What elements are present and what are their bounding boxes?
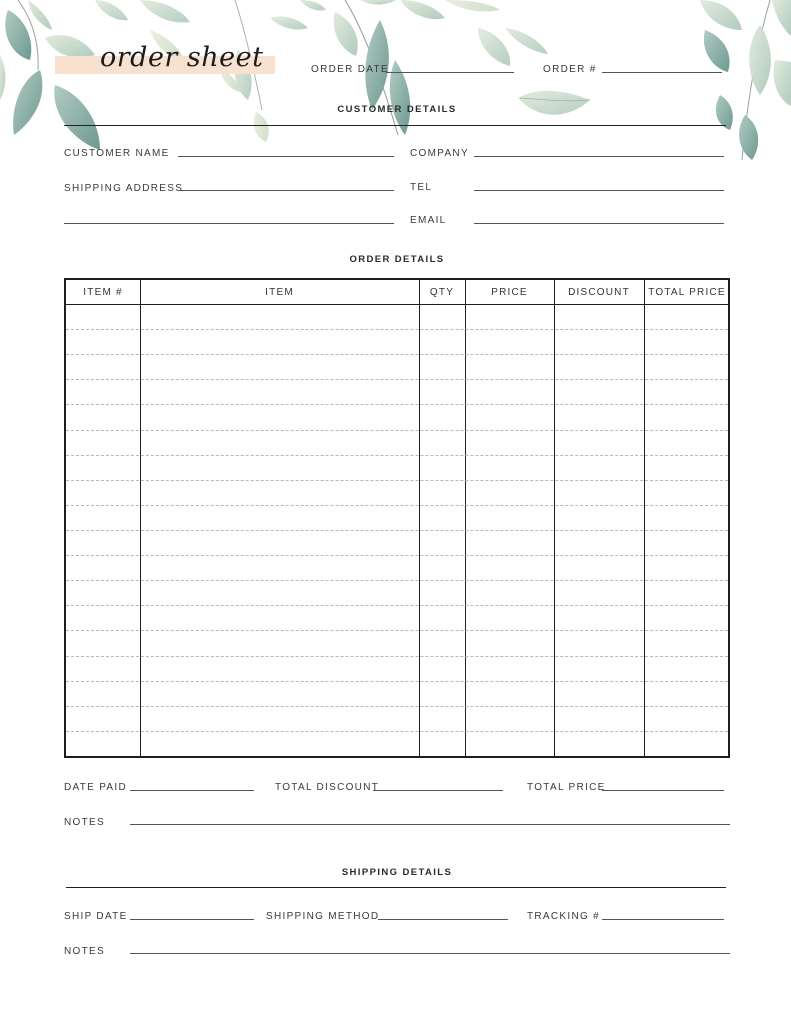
- table-row-divider: [66, 354, 728, 355]
- tracking-number-field[interactable]: [602, 919, 724, 920]
- shipping-address-field[interactable]: [178, 190, 394, 191]
- order-date-label: ORDER DATE: [311, 64, 389, 75]
- column-divider: [465, 280, 466, 756]
- order-details-heading: ORDER DETAILS: [349, 254, 445, 265]
- column-header-item: ITEM: [265, 287, 294, 298]
- shipping-method-field[interactable]: [378, 919, 508, 920]
- page-title: order sheet: [100, 42, 264, 73]
- shipping-notes-label: NOTES: [64, 946, 105, 957]
- customer-name-label: CUSTOMER NAME: [64, 148, 170, 159]
- customer-section-rule: [64, 125, 726, 126]
- shipping-address-label: SHIPPING ADDRESS: [64, 183, 184, 194]
- ship-date-field[interactable]: [130, 919, 254, 920]
- total-discount-label: TOTAL DISCOUNT: [275, 782, 380, 793]
- order-number-label: ORDER #: [543, 64, 597, 75]
- shipping-section-rule: [66, 887, 726, 888]
- table-row-divider: [66, 555, 728, 556]
- customer-details-heading: CUSTOMER DETAILS: [337, 104, 457, 115]
- table-row-divider: [66, 731, 728, 732]
- table-row-divider: [66, 329, 728, 330]
- customer-name-field[interactable]: [178, 156, 394, 157]
- order-date-field[interactable]: [386, 72, 514, 73]
- date-paid-label: DATE PAID: [64, 782, 128, 793]
- payment-notes-label: NOTES: [64, 817, 105, 828]
- tracking-number-label: TRACKING #: [527, 911, 601, 922]
- total-price-label: TOTAL PRICE: [527, 782, 606, 793]
- shipping-address-field-line-2[interactable]: [64, 223, 394, 224]
- table-row-divider: [66, 656, 728, 657]
- order-table: [64, 278, 730, 758]
- tel-label: TEL: [410, 182, 433, 193]
- table-row-divider: [66, 580, 728, 581]
- table-row-divider: [66, 480, 728, 481]
- column-header-total-price: TOTAL PRICE: [648, 287, 726, 298]
- column-divider: [554, 280, 555, 756]
- total-price-field[interactable]: [602, 790, 724, 791]
- payment-notes-field[interactable]: [130, 824, 730, 825]
- table-row-divider: [66, 605, 728, 606]
- date-paid-field[interactable]: [130, 790, 254, 791]
- table-row-divider: [66, 430, 728, 431]
- table-row-divider: [66, 505, 728, 506]
- shipping-notes-field[interactable]: [130, 953, 730, 954]
- column-header-item-number: ITEM #: [83, 287, 123, 298]
- shipping-details-heading: SHIPPING DETAILS: [341, 867, 453, 878]
- tel-field[interactable]: [474, 190, 724, 191]
- column-divider: [644, 280, 645, 756]
- table-row-divider: [66, 630, 728, 631]
- column-header-qty: QTY: [429, 287, 455, 298]
- email-label: EMAIL: [410, 215, 447, 226]
- table-row-divider: [66, 530, 728, 531]
- table-row-divider: [66, 455, 728, 456]
- column-divider: [419, 280, 420, 756]
- column-header-price: PRICE: [491, 287, 528, 298]
- table-header-rule: [66, 304, 728, 305]
- column-divider: [140, 280, 141, 756]
- table-row-divider: [66, 706, 728, 707]
- total-discount-field[interactable]: [373, 790, 503, 791]
- email-field[interactable]: [474, 223, 724, 224]
- table-row-divider: [66, 681, 728, 682]
- table-row-divider: [66, 379, 728, 380]
- table-row-divider: [66, 404, 728, 405]
- order-number-field[interactable]: [602, 72, 722, 73]
- shipping-method-label: SHIPPING METHOD: [266, 911, 380, 922]
- company-label: COMPANY: [410, 148, 469, 159]
- ship-date-label: SHIP DATE: [64, 911, 128, 922]
- column-header-discount: DISCOUNT: [568, 287, 630, 298]
- company-field[interactable]: [474, 156, 724, 157]
- leaf-decoration-icon: [0, 0, 791, 170]
